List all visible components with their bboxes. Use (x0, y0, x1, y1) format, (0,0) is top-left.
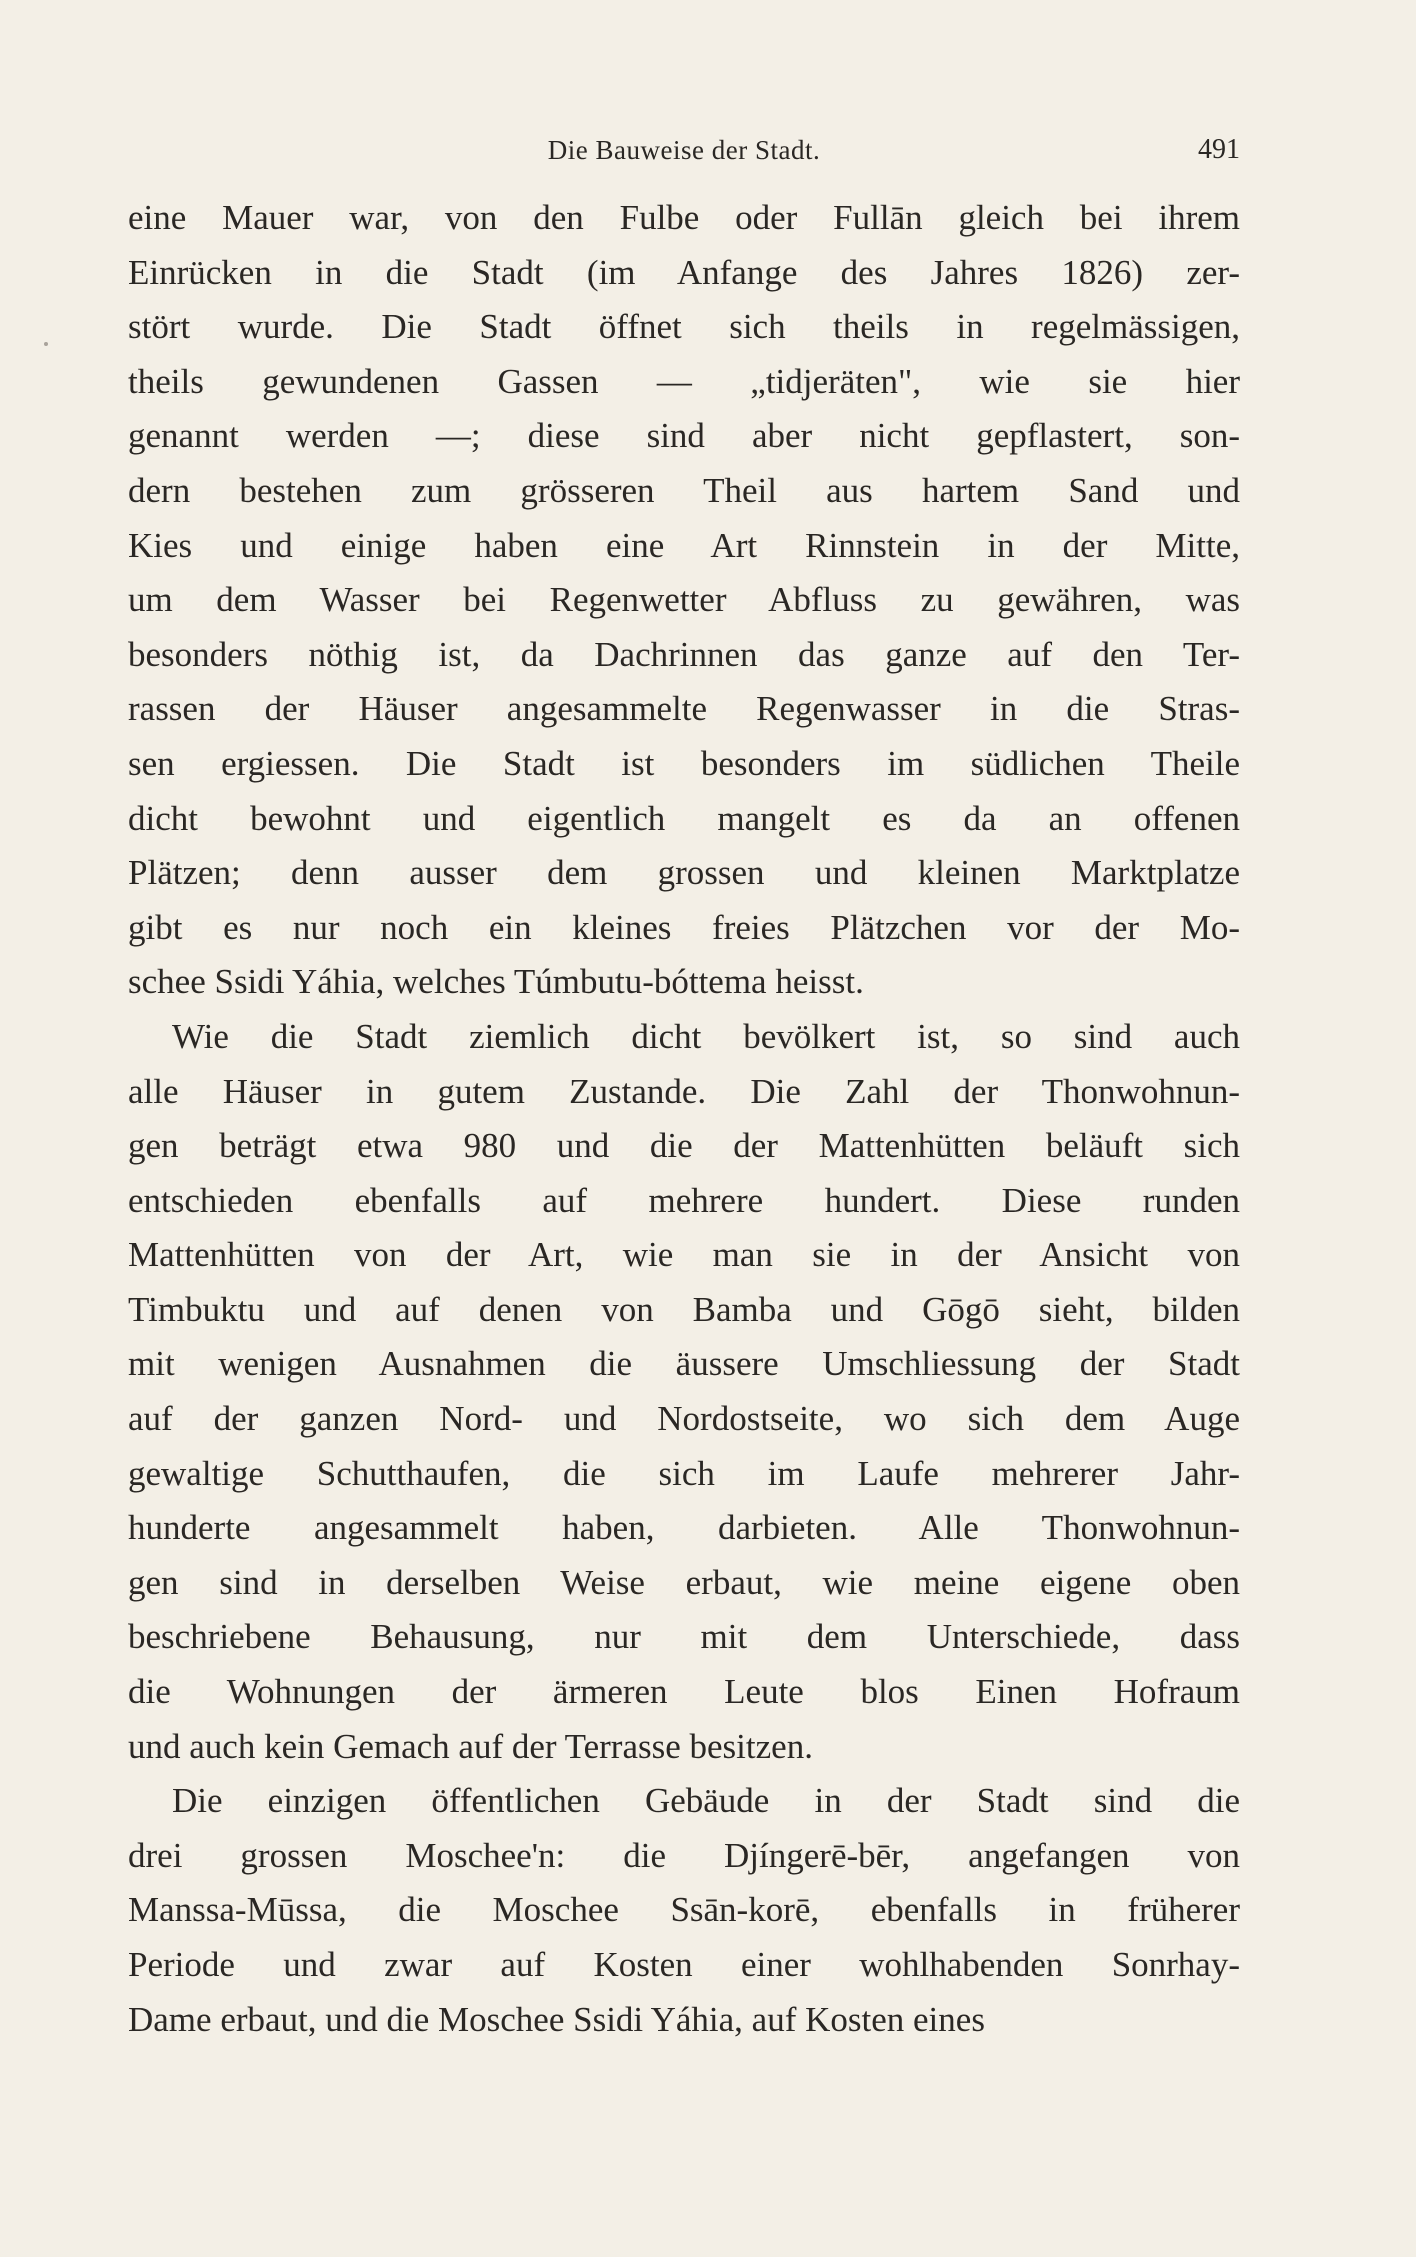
text-line: entschieden ebenfalls auf mehrere hundert. Diese runden (128, 1180, 1240, 1220)
text-line: Wie die Stadt ziemlich dicht bevölkert ist, so sind auch (172, 1016, 1240, 1056)
text-line: gen beträgt etwa 980 und die der Mattenhütten beläuft sich (128, 1126, 1240, 1166)
paragraph (128, 1774, 1240, 2047)
text-line: und auch kein Gemach auf der Terrasse besitzen. (128, 1726, 813, 1766)
text-line: genannt werden —; diese sind aber nicht gepflastert, son- (128, 416, 1240, 456)
text-line: auf der ganzen Nord- und Nordostseite, wo sich dem Auge (128, 1399, 1240, 1439)
text-line: Dame erbaut, und die Moschee Ssidi Yáhia, auf Kosten eines (128, 1999, 985, 2039)
text-line: Die einzigen öffentlichen Gebäude in der Stadt sind die (172, 1781, 1240, 1821)
text-line: mit wenigen Ausnahmen die äussere Umschliessung der Stadt (128, 1344, 1240, 1384)
text-line: schee Ssidi Yáhia, welches Túmbutu-bóttema heisst. (128, 962, 864, 1002)
text-line: drei grossen Moschee'n: die Djíngerē-bēr, angefangen von (128, 1835, 1240, 1875)
text-line: beschriebene Behausung, nur mit dem Unterschiede, dass (128, 1617, 1240, 1657)
body-text (128, 191, 1240, 2047)
text-line: Mattenhütten von der Art, wie man sie in der Ansicht von (128, 1235, 1240, 1275)
text-line: Timbuktu und auf denen von Bamba und Gōgō sieht, bilden (128, 1289, 1240, 1329)
text-line: Einrücken in die Stadt (im Anfange des Jahres 1826) zer- (128, 252, 1240, 292)
text-line: rassen der Häuser angesammelte Regenwasser in die Stras- (128, 689, 1240, 729)
text-line: eine Mauer war, von den Fulbe oder Fullān gleich bei ihrem (128, 198, 1240, 237)
text-line: Plätzen; denn ausser dem grossen und kleinen Marktplatze (128, 853, 1240, 893)
text-line: gibt es nur noch ein kleines freies Plätzchen vor der Mo- (128, 907, 1240, 947)
text-line: stört wurde. Die Stadt öffnet sich theils in regelmässigen, (128, 307, 1240, 347)
text-line: um dem Wasser bei Regenwetter Abfluss zu gewähren, was (128, 580, 1240, 620)
text-line: sen ergiessen. Die Stadt ist besonders im südlichen Theile (128, 743, 1240, 783)
text-line: Manssa-Mūssa, die Moschee Ssān-korē, ebenfalls in früherer (128, 1890, 1240, 1930)
text-line: alle Häuser in gutem Zustande. Die Zahl der Thonwohnun- (128, 1071, 1240, 1111)
running-head (128, 128, 1240, 172)
text-line: hunderte angesammelt haben, darbieten. Alle Thonwohnun- (128, 1508, 1240, 1548)
page-number: 491 (1198, 134, 1240, 165)
paragraph (128, 191, 1240, 1010)
text-line: die Wohnungen der ärmeren Leute blos Einen Hofraum (128, 1672, 1240, 1712)
text-line: Kies und einige haben eine Art Rinnstein in der Mitte, (128, 525, 1240, 565)
running-head-title: Die Bauweise der Stadt. (547, 135, 821, 165)
text-line: besonders nöthig ist, da Dachrinnen das ganze auf den Ter- (128, 634, 1240, 674)
text-line: theils gewundenen Gassen — „tidjeräten", wie sie hier (128, 361, 1240, 401)
text-line: gewaltige Schutthaufen, die sich im Laufe mehrerer Jahr- (128, 1453, 1240, 1493)
text-line: dicht bewohnt und eigentlich mangelt es da an offenen (128, 798, 1240, 838)
text-line: dern bestehen zum grösseren Theil aus hartem Sand und (128, 470, 1240, 510)
text-line: Periode und zwar auf Kosten einer wohlhabenden Sonrhay- (128, 1945, 1240, 1984)
paragraph (128, 1010, 1240, 1774)
margin-speck (44, 342, 48, 346)
text-line: gen sind in derselben Weise erbaut, wie meine eigene oben (128, 1562, 1240, 1602)
